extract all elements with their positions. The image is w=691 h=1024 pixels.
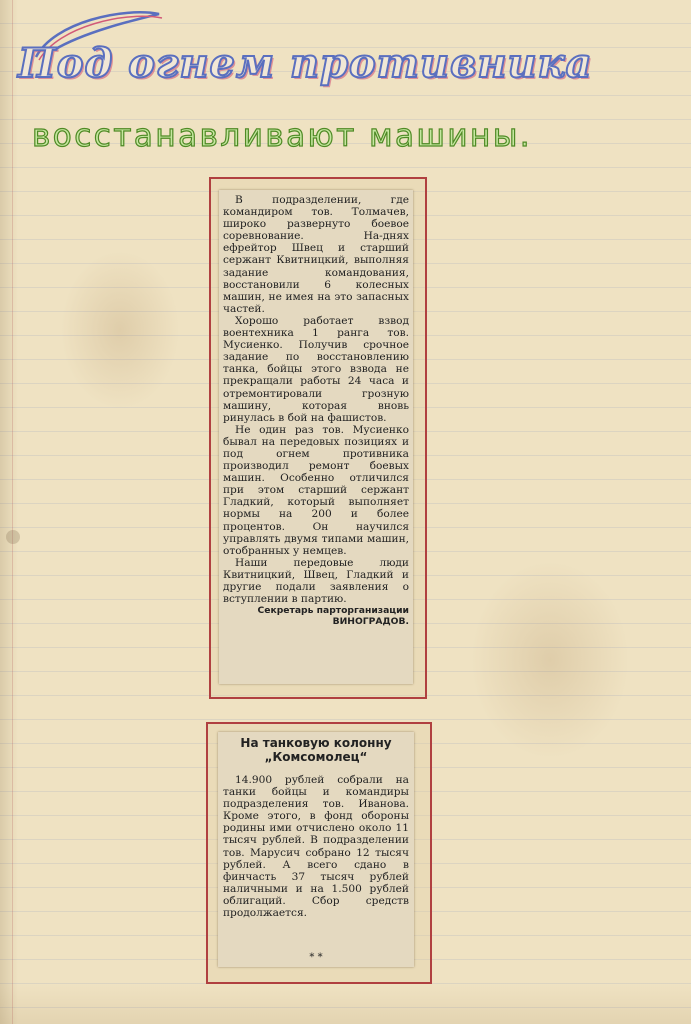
paper-stain — [60, 250, 180, 410]
clipping-2-headline — [218, 736, 414, 764]
signature-role: Секретарь парторганизации — [257, 605, 409, 617]
clipping-1-paragraph: Не один раз тов. Мусиенко бывал на передовых позициях и под огнем противника производил ремонт боевых машин. Особенно отличился при этом старший сержант Гладкий, который выполняет нормы на 200 и более процентов. Он научился управлять двумя типами машин, отобранных у немцев. — [223, 423, 409, 557]
clipping-1-paragraph: Наши передовые люди Квитницкий, Швец, Гладкий и другие подали заявления о вступлении в партию. — [223, 556, 409, 606]
clipping-2-paragraph: 14.900 рублей собрали на танки бойцы и командиры подразделения тов. Иванова. Кроме этого, в фонд обороны родины ими отчислено около 11 тысяч рублей. В подразделении тов. Марусич собрано 12 тысяч рублей. А всего сдано в финчасть 37 тысяч рублей наличными и на 1.500 рублей облигаций. Сбор средств продолжается. — [223, 774, 409, 920]
paper-stain — [470, 560, 630, 760]
clipping-2-body — [223, 774, 409, 919]
newspaper-clipping-2 — [218, 732, 414, 967]
headline-line-2: „Комсомолец“ — [264, 750, 368, 764]
clipping-1-paragraph: В подразделении, где командиром тов. Толмачев, широко развернуто боевое соревнование. На-днях ефрейтор Швец и старший сержант Квитницкий, выполняя задание командования, восстановили 6 колесных машин, не имея на это запасных частей. — [223, 194, 409, 315]
binder-hole — [6, 530, 20, 544]
signature-name: ВИНОГРАДОВ. — [332, 616, 409, 628]
clipping-1-paragraph: Хорошо работает взвод воентехника 1 ранга тов. Мусиенко. Получив срочное задание по восстановлению танка, бойцы этого взвода не прекращали работы 24 часа и отремонтировали грозную машину, которая вновь ринулась в бой на фашистов. — [223, 314, 409, 424]
newspaper-clipping-1 — [219, 190, 413, 684]
clipping-1-body — [223, 194, 409, 627]
end-mark: * * — [309, 952, 323, 963]
margin-line — [12, 0, 13, 1024]
headline-line-1: На танковую колонну — [240, 736, 392, 750]
page-title-line-1: Под огнем противника — [18, 40, 593, 87]
page-title-line-2: восстанавливают машины. — [32, 118, 533, 154]
